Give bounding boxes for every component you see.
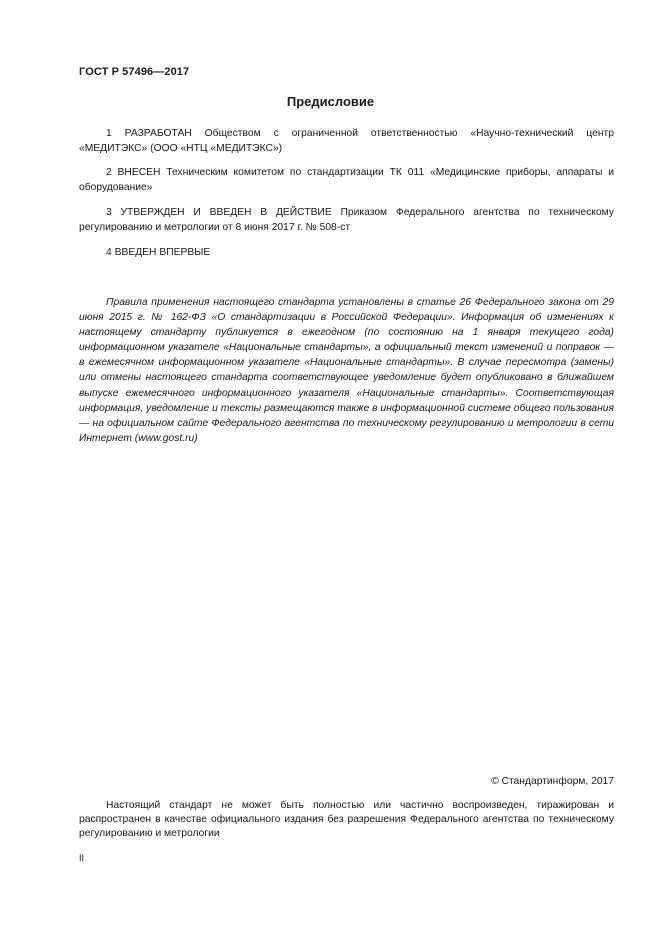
application-rules-notice: Правила применения настоящего стандарта установлены в статье 26 Федерального закона от 29 июня 2015 г. № 162-ФЗ «О стандартизации в Российской Федерации». Информация об изменениях к настоящему стандарту публикуется в ежегодном (по состоянию на 1 января текущего года) информационном указателе «Национальные стандарты», а официальный текст изменений и поправок — в ежемесячном информационном указателе «Национальные стандарты». В случае пересмотра (замены) или отмены настоящего стандарта соответствующее уведомление будет опубликовано в ближайшем выпуске ежемесячного информационного указателя «Национальные стандарты». Соответствующая информация, уведомление и тексты размещаются также в информационной системе общего пользования — на официальном сайте Федерального агентства по техническому регулированию и метрологии в сети Интернет (www.gost.ru) xyxy=(79,297,614,444)
foreword-item-3: 3 УТВЕРЖДЕН И ВВЕДЕН В ДЕЙСТВИЕ Приказом Федерального агентства по техническому регулированию и метрологии от 8 июня 2017 г. № 508-ст xyxy=(79,207,614,233)
reproduction-notice: Настоящий стандарт не может быть полностью или частично воспроизведен, тиражирован и распространен в качестве официального издания без разрешения Федерального агентства по техническому регулированию и метрологии xyxy=(79,800,614,839)
foreword-item-2: 2 ВНЕСЕН Техническим комитетом по стандартизации ТК 011 «Медицинские приборы, аппараты и оборудование» xyxy=(79,167,614,193)
page-number: II xyxy=(79,853,85,863)
standard-code: ГОСТ Р 57496—2017 xyxy=(79,66,190,78)
foreword-item-1: 1 РАЗРАБОТАН Обществом с ограниченной ответственностью «Научно-технический центр «МЕДИТЭКС» (ООО «НТЦ «МЕДИТЭКС») xyxy=(79,128,614,154)
foreword-item-4: 4 ВВЕДЕН ВПЕРВЫЕ xyxy=(106,247,211,258)
page-title: Предисловие xyxy=(286,94,375,109)
copyright-line: © Стандартинформ, 2017 xyxy=(491,776,614,787)
